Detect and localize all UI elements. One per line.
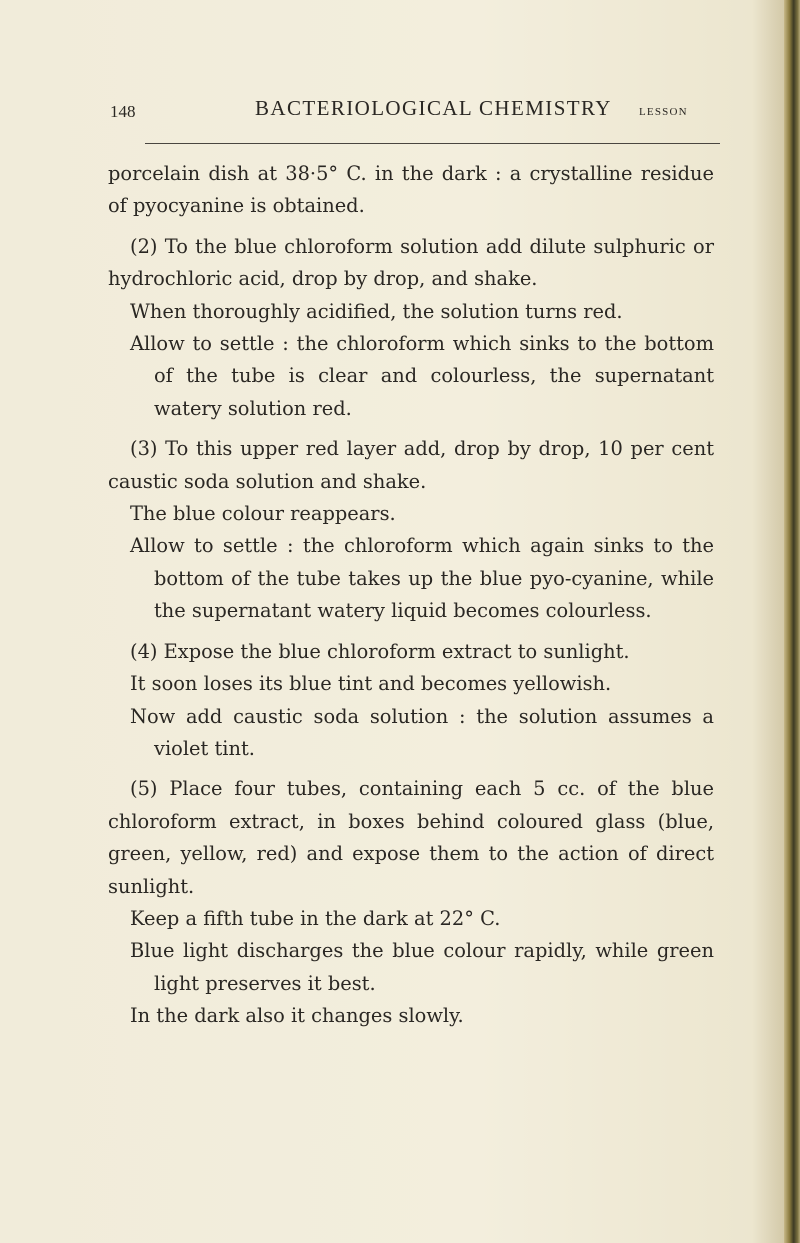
running-title: BACTERIOLOGICAL CHEMISTRY	[255, 96, 612, 120]
paragraph-continuation: porcelain dish at 38·5° C. in the dark : a crystalline residue of pyocyanine is obtained.	[108, 162, 714, 218]
body-text	[108, 158, 714, 1033]
paragraph-settle-1: Allow to settle : the chloroform which sinks to the bottom of the tube is clear and colourless, the supernatant watery solution red.	[130, 332, 714, 420]
paragraph-step-2: (2) To the blue chloroform solution add dilute sulphuric or hydrochloric acid, drop by drop, and shake.	[108, 234, 714, 291]
paragraph-step-4: (4) Expose the blue chloroform extract to sunlight.	[130, 639, 630, 663]
page-number: 148	[110, 102, 136, 121]
paragraph-settle-2: Allow to settle : the chloroform which again sinks to the bottom of the tube takes up the blue pyo-cyanine, while the supernatant watery liquid becomes colourless.	[130, 534, 714, 623]
paragraph-observation: The blue colour reappears.	[130, 502, 396, 526]
page-edge-binding	[784, 0, 800, 1243]
header-rule	[145, 143, 720, 144]
running-header	[110, 96, 715, 126]
paragraph-add-soda: Now add caustic soda solution : the solution assumes a violet tint.	[130, 704, 714, 760]
paragraph-step-5: (5) Place four tubes, containing each 5 cc. of the blue chloroform extract, in boxes behind coloured glass (blue, green, yellow, red) and expose them to the action of direct sunlight.	[108, 777, 714, 898]
paragraph-observation: When thoroughly acidified, the solution turns red.	[130, 299, 623, 323]
paragraph-step-3: (3) To this upper red layer add, drop by drop, 10 per cent caustic soda solution and shake.	[108, 437, 714, 493]
paragraph-observation: Keep a fifth tube in the dark at 22° C.	[130, 906, 501, 930]
paragraph-result: Blue light discharges the blue colour rapidly, while green light preserves it best.	[130, 939, 714, 995]
paragraph-result: In the dark also it changes slowly.	[130, 1004, 464, 1028]
paragraph-observation: It soon loses its blue tint and becomes yellowish.	[130, 672, 612, 696]
section-label: LESSON	[639, 106, 688, 118]
